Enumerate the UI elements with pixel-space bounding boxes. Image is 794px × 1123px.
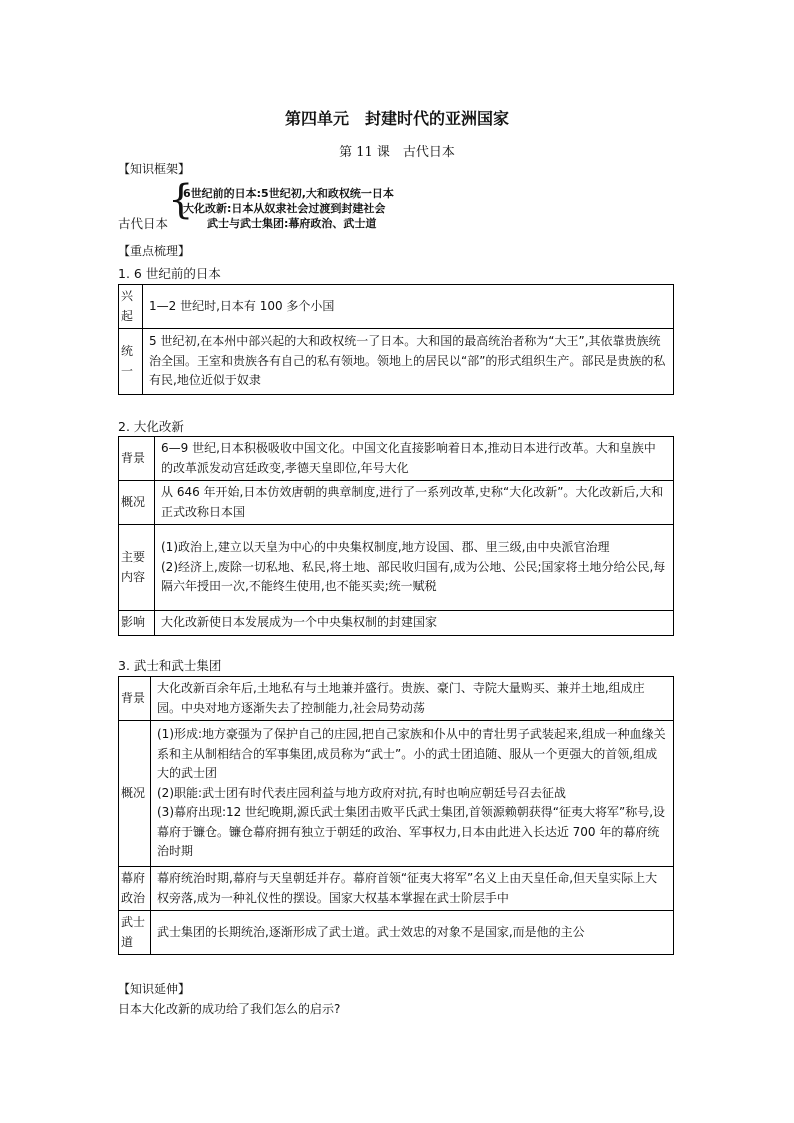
section3-title: 3. 武士和武士集团 — [118, 658, 222, 673]
row-label: 背景 — [119, 677, 151, 721]
row-content — [155, 525, 674, 611]
row-text: 6—9 世纪,日本积极吸收中国文化。中国文化直接影响着日本,推动日本进行改革。大和皇族中的改革派发动宫廷政变,孝德天皇即位,年号大化 — [161, 441, 656, 475]
row-text: 从 646 年开始,日本仿效唐朝的典章制度,进行了一系列改革,史称“大化改新”。大化改新后,大和正式改称日本国 — [161, 485, 664, 519]
section3-table — [118, 676, 674, 955]
row-text: 5 世纪初,在本州中部兴起的大和政权统一了日本。大和国的最高统治者称为“大王”,其依靠贵族统治全国。王室和贵族各有自己的私有领地。领地上的居民以“部”的形式组织生产。部民是贵族的私有民,地位近似于奴隶 — [149, 334, 666, 388]
framework-item-1: 6世纪前的日本:5世纪初,大和政权统一日本 — [183, 187, 394, 200]
row-content — [155, 481, 674, 525]
extension-heading: 【知识延伸】 — [118, 982, 191, 996]
row-content — [143, 329, 674, 395]
lesson-title: 第 11 课 古代日本 — [339, 145, 455, 160]
table-row — [119, 329, 674, 395]
row-label: 影响 — [119, 611, 155, 636]
row-label: 幕府政治 — [119, 867, 151, 911]
row-text: (2)经济上,废除一切私地、私民,将土地、部民收归国有,成为公地、公民;国家将土地分给公民,每隔六年授田一次,不能终生使用,也不能买卖;统一赋税 — [161, 559, 666, 594]
section1-title: 1. 6 世纪前的日本 — [118, 266, 221, 281]
row-content — [143, 285, 674, 329]
row-label: 主要内容 — [119, 525, 155, 611]
unit-title: 第四单元 封建时代的亚洲国家 — [284, 109, 509, 128]
framework-heading: 【知识框架】 — [118, 162, 191, 176]
row-content — [151, 911, 674, 955]
framework-root: 古代日本 — [118, 216, 169, 231]
row-text: (1)形成:地方豪强为了保护自己的庄园,把自己家族和仆从中的青壮男子武装起来,组成一种血缘关系和主从制相结合的军事集团,成员称为“武士”。小的武士团追随、服从一个更强大的首领,组成大的武士团 — [157, 727, 666, 781]
row-text: 1—2 世纪时,日本有 100 多个小国 — [149, 298, 335, 313]
row-text: 大化改新百余年后,土地私有与土地兼并盛行。贵族、豪门、寺院大量购买、兼并土地,组成庄园。中央对地方逐渐失去了控制能力,社会局势动荡 — [157, 681, 645, 715]
row-text: (1)政治上,建立以天皇为中心的中央集权制度,地方设国、郡、里三级,由中央派官治理 — [161, 540, 610, 555]
table-row — [119, 677, 674, 721]
row-label: 统一 — [119, 329, 143, 395]
key-points-heading: 【重点梳理】 — [118, 244, 191, 258]
row-label: 背景 — [119, 437, 155, 481]
row-content — [155, 437, 674, 481]
row-text: (2)职能:武士团有时代表庄园利益与地方政府对抗,有时也响应朝廷号召去征战 — [157, 785, 566, 800]
framework-item-3: 武士与武士集团:幕府政治、武士道 — [207, 217, 377, 230]
row-label: 概况 — [119, 721, 151, 867]
row-label: 兴起 — [119, 285, 143, 329]
framework-brace: { — [168, 177, 194, 223]
framework-item-2: 大化改新:日本从奴隶社会过渡到封建社会 — [183, 202, 386, 215]
section2-title: 2. 大化改新 — [118, 419, 184, 434]
row-text: 幕府统治时期,幕府与天皇朝廷并存。幕府首领“征夷大将军”名义上由天皇任命,但天皇实际上大权旁落,成为一种礼仪性的摆设。国家大权基本掌握在武士阶层手中 — [157, 871, 658, 905]
table-row — [119, 911, 674, 955]
table-row — [119, 481, 674, 525]
row-content — [151, 867, 674, 911]
table-row — [119, 867, 674, 911]
table-row — [119, 525, 674, 611]
row-content — [155, 611, 674, 636]
table-row — [119, 285, 674, 329]
row-label: 武士道 — [119, 911, 151, 955]
row-content — [151, 677, 674, 721]
section2-table — [118, 436, 674, 636]
table-row — [119, 437, 674, 481]
row-label: 概况 — [119, 481, 155, 525]
section1-table — [118, 284, 674, 395]
extension-question: 日本大化改新的成功给了我们怎么的启示? — [118, 1002, 341, 1016]
row-text: 武士集团的长期统治,逐渐形成了武士道。武士效忠的对象不是国家,而是他的主公 — [157, 924, 585, 939]
row-text: 大化改新使日本发展成为一个中央集权制的封建国家 — [161, 615, 438, 629]
row-text: (3)幕府出现:12 世纪晚期,源氏武士集团击败平氏武士集团,首领源赖朝获得“征夷大将军”称号,设幕府于镰仓。镰仓幕府拥有独立于朝廷的政治、军事权力,日本由此进入长达近 700 年的幕府统治时期 — [157, 805, 666, 859]
table-row — [119, 721, 674, 867]
row-content — [151, 721, 674, 867]
table-row — [119, 611, 674, 636]
